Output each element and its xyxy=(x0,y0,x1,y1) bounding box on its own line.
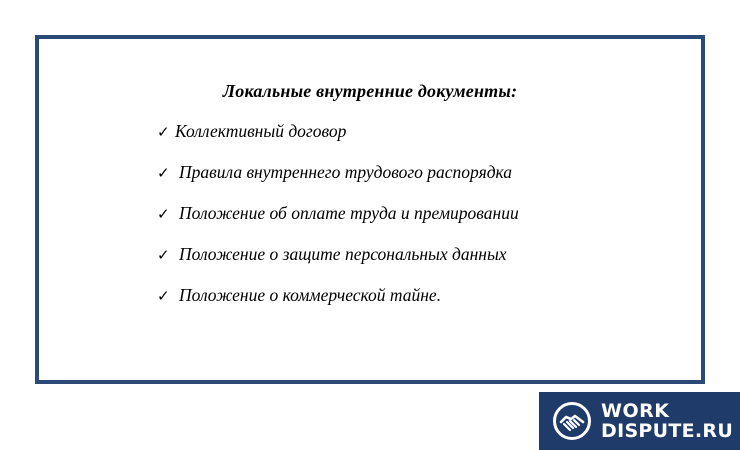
logo-line-dispute: DISPUTE.RU xyxy=(601,420,734,442)
check-icon: ✓ xyxy=(157,166,170,182)
document-frame xyxy=(35,35,705,384)
check-icon: ✓ xyxy=(157,207,170,223)
check-icon: ✓ xyxy=(157,248,170,264)
list-item xyxy=(157,162,519,203)
check-icon: ✓ xyxy=(157,125,170,141)
work-dispute-logo[interactable] xyxy=(539,392,740,450)
list-item xyxy=(157,244,519,285)
handshake-icon xyxy=(552,401,592,441)
document-title: Локальные внутренние документы: xyxy=(222,81,518,101)
list-item xyxy=(157,203,519,244)
check-icon: ✓ xyxy=(157,289,170,305)
list-item-text: Положение о защите персональных данных xyxy=(179,244,507,264)
list-item-text: Правила внутреннего трудового распорядка xyxy=(179,162,513,182)
list-item xyxy=(157,121,519,162)
logo-text xyxy=(601,401,733,441)
list-item xyxy=(157,285,519,326)
logo-line-work: WORK xyxy=(601,400,670,422)
document-list xyxy=(157,121,519,326)
list-item-text: Положение о коммерческой тайне. xyxy=(179,285,442,305)
list-item-text: Положение об оплате труда и премировании xyxy=(179,203,519,223)
list-item-text: Коллективный договор xyxy=(175,121,347,141)
